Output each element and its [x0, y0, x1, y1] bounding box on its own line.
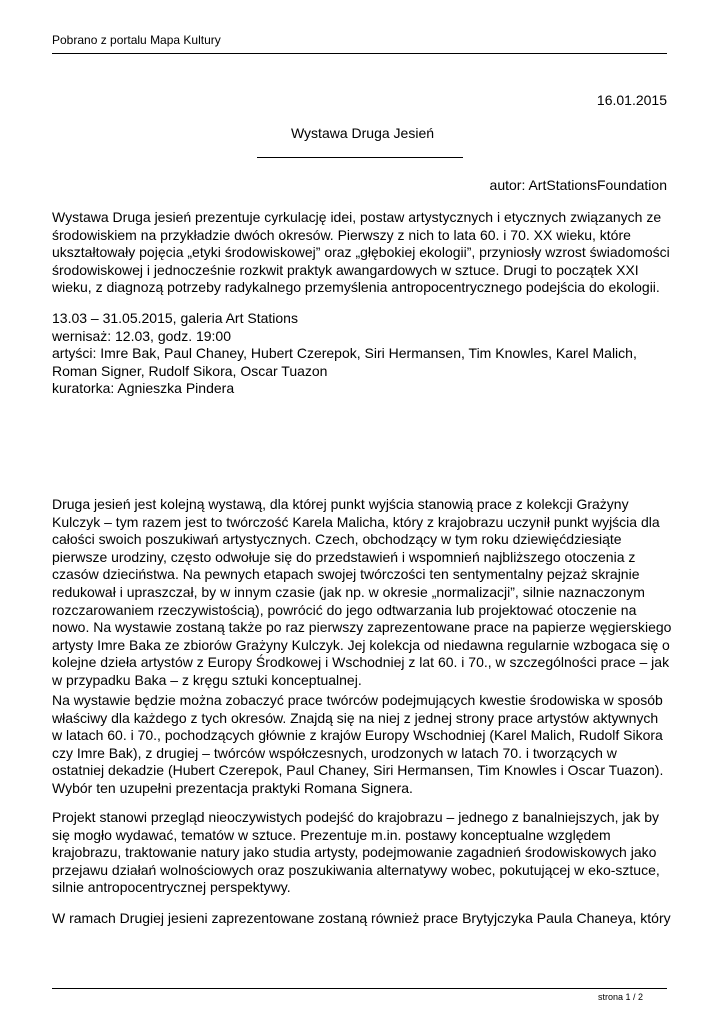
opening-info: wernisaż: 12.03, godz. 19:00: [52, 327, 232, 344]
exhibition-dates: 13.03 – 31.05.2015, galeria Art Stations: [52, 310, 298, 326]
header-divider: [52, 53, 667, 54]
document-title: Wystawa Druga Jesień: [290, 125, 435, 141]
title-underline: [257, 157, 463, 158]
curator-info: kuratorka: Agnieszka Pindera: [52, 380, 235, 397]
author-line: autor: ArtStationsFoundation: [489, 177, 667, 193]
body-paragraph: Druga jesień jest kolejną wystawą, dla której punkt wyjścia stanowią prace z kolekcji Grażyny Kulczyk – tym razem jest to twórczość Karela Malicha, który z krajobrazu uczynił punkt wyjścia dla całości swoich poszukiwań artystycznych. Czech, obchodzący w tym roku dziewięćdziesiąte pierwsze urodziny, często odwołuje się do przedstawień i wspomnień najbliższego otoczenia z czasów dzieciństwa. Na pewnych etapach swojej twórczości ten sentymentalny pejzaż skrajnie redukował i upraszczał, by w innym czasie (jak np. w okresie „normalizacji”, silnie naznaczonym rozczarowaniem rzeczywistością), powrócić do jego odtwarzania lub projektować otoczenie na nowo. Na wystawie zostaną także po raz pierwszy zaprezentowane prace na papierze węgierskiego artysty Imre Baka ze zbiorów Grażyny Kulczyk. Jej kolekcja od niedawna regularnie wzbogaca się o kolejne dzieła artystów z Europy Środkowej i Wschodniej z lat 60. i 70., w szczególności prace – jak w przypadku Baka – z kręgu sztuki konceptualnej.: [52, 496, 672, 688]
artists-list: artyści: Imre Bak, Paul Chaney, Hubert Czerepok, Siri Hermansen, Tim Knowles, Karel Malich, Roman Signer, Rudolf Sikora, Oscar Tuazon: [52, 345, 637, 379]
page-number: strona 1 / 2: [597, 992, 643, 1002]
intro-paragraph: Wystawa Druga jesień prezentuje cyrkulację idei, postaw artystycznych i etycznych związanych ze środowiskiem na przykładzie dwóch okresów. Pierwszy z nich to lata 60. i 70. XX wieku, które ukształtowały pojęcia „etyki środowiskowej” oraz „głębokiej ekologii”, przyniosły wzrost świadomości środowiskowej i jednocześnie rozkwit praktyk awangardowych w sztuce. Drugi to początek XXI wieku, z diagnozą potrzeby radykalnego przemyślenia antropocentrycznego podejścia do ekologii.: [52, 209, 670, 296]
document-date: 16.01.2015: [596, 92, 667, 108]
body-paragraph: W ramach Drugiej jesieni zaprezentowane zostaną również prace Brytyjczyka Paula Chaneya, który: [52, 910, 671, 926]
footer-divider: [52, 988, 667, 989]
source-header: Pobrano z portalu Mapa Kultury: [52, 33, 221, 47]
body-paragraph: Projekt stanowi przegląd nieoczywistych podejść do krajobrazu – jednego z banalniejszych, jak by się mogło wydawać, tematów w sztuce. Prezentuje m.in. postawy konceptualne względem krajobrazu, traktowanie natury jako studia artysty, podejmowanie zagadnień środowiskowych jako przejawu działań wolnościowych oraz poszukiwania alternatywy wobec, pokutującej w eko-sztuce, silnie antropocentrycznej perspektywy.: [52, 809, 660, 896]
exhibition-info: [52, 310, 672, 398]
body-paragraph: Na wystawie będzie można zobaczyć prace twórców podejmujących kwestie środowiska w sposób właściwy dla każdego z tych okresów. Znajdą się na niej z jednej strony prace artystów aktywnych w latach 60. i 70., pochodzących głównie z krajów Europy Wschodniej (Karel Malich, Rudolf Sikora czy Imre Bak), z drugiej – twórców współczesnych, urodzonych w latach 70. i tworzących w ostatniej dekadzie (Hubert Czerepok, Paul Chaney, Siri Hermansen, Tim Knowles i Oscar Tuazon). Wybór ten uzupełni prezentacja praktyki Romana Signera.: [52, 692, 664, 796]
